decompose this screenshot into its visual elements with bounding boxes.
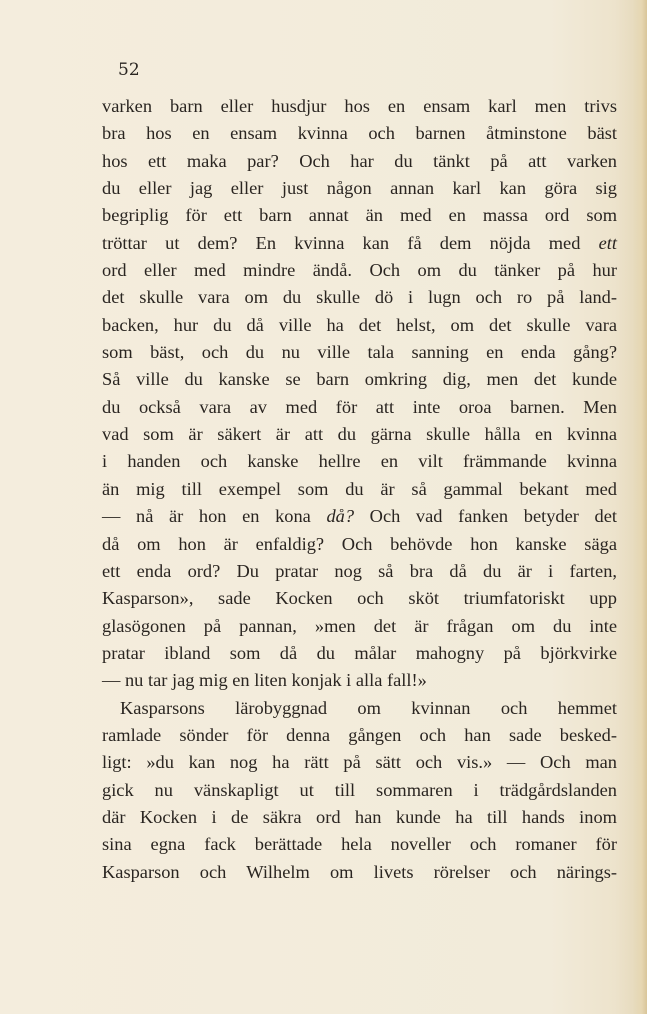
text-segment: Och vad fanken betyder det — [354, 506, 617, 527]
text-line: begriplig för ett barn annat än med en massa ord som — [102, 205, 617, 226]
text-line: du eller jag eller just någon annan karl kan göra sig — [102, 178, 617, 199]
page-number: 52 — [118, 60, 140, 80]
text-line: som bäst, och du nu ville tala sanning en enda gång? — [102, 342, 617, 363]
text-line: i handen och kanske hellre en vilt främmande kvinna — [102, 451, 617, 472]
text-line: då om hon är enfaldig? Och behövde hon kanske säga — [102, 533, 617, 554]
text-line: ett enda ord? Du pratar nog så bra då du är i farten, — [102, 560, 617, 581]
text-line: än mig till exempel som du är så gammal bekant med — [102, 478, 617, 499]
text-segment: tröttar ut dem? En kvinna kan få dem nöjda med — [102, 232, 599, 253]
text-line: sina egna fack berättade hela noveller och romaner för — [102, 834, 617, 855]
text-line: ligt: »du kan nog ha rätt på sätt och vis.» — Och man — [102, 752, 617, 773]
text-line: ramlade sönder för denna gången och han sade besked- — [102, 724, 617, 745]
text-line: — nu tar jag mig en liten konjak i alla fall!» — [102, 670, 427, 691]
text-line: hos ett maka par? Och har du tänkt på att varken — [102, 150, 617, 171]
italic-word: då? — [326, 506, 355, 527]
body-text — [102, 93, 617, 886]
text-line: varken barn eller husdjur hos en ensam karl men trivs — [102, 96, 617, 116]
text-line — [102, 503, 617, 530]
text-line: pratar ibland som då du målar mahogny på björkvirke — [102, 642, 617, 663]
text-line: Kasparson», sade Kocken och sköt triumfatoriskt upp — [102, 588, 617, 609]
text-line: backen, hur du då ville ha det helst, om det skulle vara — [102, 314, 617, 335]
text-line: ord eller med mindre ändå. Och om du tänker på hur — [102, 260, 617, 281]
text-line: bra hos en ensam kvinna och barnen åtminstone bäst — [102, 123, 617, 144]
text-line: där Kocken i de säkra ord han kunde ha till hands inom — [102, 806, 617, 827]
text-line: gick nu vänskapligt ut till sommaren i trädgårdslanden — [102, 779, 617, 800]
text-line: glasögonen på pannan, »men det är frågan om du inte — [102, 615, 617, 636]
text-line: du också vara av med för att inte oroa barnen. Men — [102, 396, 617, 417]
text-line: det skulle vara om du skulle dö i lugn och ro på land- — [102, 287, 617, 308]
text-line: vad som är säkert är att du gärna skulle hålla en kvinna — [102, 424, 617, 445]
italic-word: ett — [598, 232, 617, 253]
text-segment: — nå är hon en kona — [102, 506, 327, 527]
text-line — [102, 230, 617, 257]
text-line: Kasparson och Wilhelm om livets rörelser och närings- — [102, 861, 617, 882]
text-line: Så ville du kanske se barn omkring dig, men det kunde — [102, 369, 617, 390]
page-edge — [633, 0, 647, 1014]
text-line: Kasparsons lärobyggnad om kvinnan och hemmet — [120, 697, 617, 718]
